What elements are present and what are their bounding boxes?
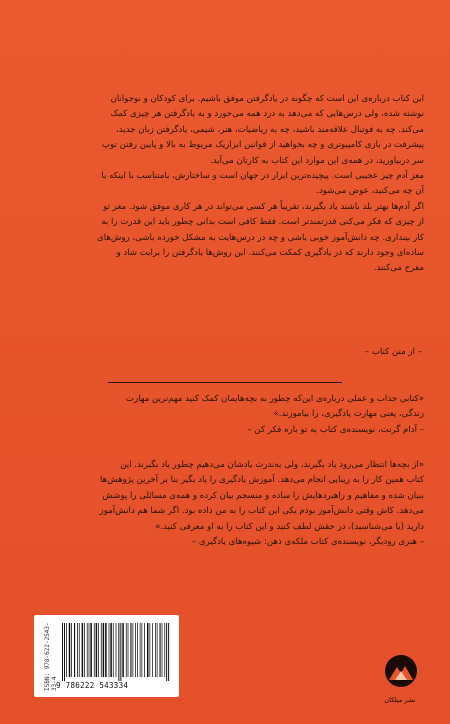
barcode-bar xyxy=(164,623,165,677)
endorsement-line: می‌دهد. کاش وقتی دانش‌آموز بودم یکی این کتاب را به من داده بود. اگر شما هم دانش‌آموز xyxy=(99,506,424,517)
endorsement-line: «از بچه‌ها انتظار می‌رود یاد بگیرند، ولی به‌ندرت یادشان می‌دهیم چطور یاد بگیرند. این xyxy=(120,460,424,470)
barcode-bar xyxy=(142,623,143,677)
excerpt-line: می‌کند. چه به فوتبال علاقه‌مند باشید، چه به ریاضیات، هنر، شیمی، یادگرفتن زبان جدید، xyxy=(116,124,424,135)
barcode-bar xyxy=(84,623,85,677)
excerpt-line: کار بیندازی. چه دانش‌آموز خوبی باشی و چه در درس‌هایت به مشکل خورده باشی، روش‌های xyxy=(97,232,424,243)
endorsement-attribution: – آدام گرنت، نویسنده‌ی کتاب به تو باره فکر کن – xyxy=(247,424,424,435)
isbn-vertical-text: ISBN: 978-622-2543-33-4 xyxy=(44,622,58,691)
barcode-bar xyxy=(116,623,117,677)
barcode-label xyxy=(34,615,179,697)
excerpt-line: از چیزی که فکر می‌کنی قدرتمندتر است. فقط کافی است بدانی چطور باید این قدرت را به xyxy=(101,217,424,228)
barcode-bar xyxy=(135,623,136,677)
barcode-bar xyxy=(168,623,169,681)
barcode-bar xyxy=(66,623,67,677)
endorsement-grant xyxy=(28,392,424,438)
book-excerpt xyxy=(28,92,424,277)
excerpt-line: آن چه می‌کنید، عوض می‌شود. xyxy=(316,186,424,197)
barcode-bar xyxy=(103,623,105,677)
barcode-bar xyxy=(160,623,161,677)
barcode-bar xyxy=(87,623,88,677)
barcode-bar xyxy=(133,623,134,677)
divider-line xyxy=(108,382,342,383)
excerpt-line: مغز آدم چیز عجیبی است. پیچیده‌ترین ابزار در جهان است و ساختارش، بامتناسب با اینکه با xyxy=(101,171,424,182)
excerpt-line: اگر آدم‌ها بهتر بلد باشند یاد بگیرند، تقریباً هر کسی می‌تواند در هر کاری موفق شود. مغز تو xyxy=(103,201,424,212)
excerpt-line: سر دربیاورید، در همه‌ی این موارد این کتاب به کارتان می‌آید. xyxy=(209,155,424,166)
barcode-bar xyxy=(140,623,141,677)
endorsement-roediger xyxy=(28,458,424,550)
barcode-bar xyxy=(157,623,158,677)
barcode-bar xyxy=(71,623,72,677)
barcode-bar xyxy=(128,623,129,677)
barcode-bar xyxy=(89,623,90,677)
endorsement-line: دارید (یا می‌شناسید)، در حقش لطف کنید و این کتاب را به او معرفی کنید.» xyxy=(155,521,424,532)
barcode-bar xyxy=(62,623,63,681)
barcode-bar xyxy=(155,623,156,677)
publisher-logo-icon xyxy=(384,654,418,696)
barcode-bar xyxy=(109,623,110,677)
endorsement-line: «کتابی جذاب و عملی درباره‌ی این‌که چطور به بچه‌هایمان کمک کنید مهم‌ترین مهارت xyxy=(125,394,424,404)
excerpt-line: نوشته شده، ولی درس‌هایی که می‌دهد به درد همه می‌خورد و به یادگرفتن هر چیزی کمک xyxy=(110,109,424,120)
excerpt-line: این کتاب درباره‌ی این است که چگونه در یادگرفتن موفق باشیم. برای کودکان و نوجوانان xyxy=(110,94,424,104)
barcode-bar xyxy=(118,623,119,681)
barcode-bar xyxy=(105,623,107,677)
excerpt-attribution: – از متن کتاب – xyxy=(364,347,422,357)
barcode-bar xyxy=(162,623,163,677)
barcode-number: 9 786222 543334 xyxy=(56,681,129,690)
barcode-bar xyxy=(110,623,112,677)
barcode-bar xyxy=(122,623,124,677)
barcode-bar xyxy=(152,623,153,677)
excerpt-line: ساده‌ای وجود دارند که در یادگیری کمکت می‌کنند. این روش‌ها یادگرفتن را برایت شاد و xyxy=(116,248,424,259)
barcode-bar xyxy=(90,623,92,677)
barcode-bar xyxy=(77,623,78,677)
barcode-bar xyxy=(137,623,138,677)
publisher-name: نشر میلکان xyxy=(384,696,416,704)
barcode-bar xyxy=(126,623,127,677)
barcode-bar xyxy=(130,623,131,677)
barcode-bar xyxy=(147,623,149,677)
barcode-bar xyxy=(94,623,95,677)
endorsement-line: کتاب همین کار را به زیبایی انجام می‌دهد. آموزش یادگیری را یاد بگیر بنا بر آخرین پژوهش‌ها xyxy=(99,475,424,486)
barcode-bar xyxy=(120,623,121,681)
barcode-bar xyxy=(96,623,98,677)
barcode-bar xyxy=(98,623,99,677)
barcode-bar xyxy=(69,623,71,677)
excerpt-line: مفرح می‌کنند. xyxy=(373,263,424,274)
barcode-bars xyxy=(60,623,172,681)
barcode-bar xyxy=(101,623,102,677)
barcode-bar xyxy=(64,623,65,681)
barcode-bar xyxy=(82,623,84,677)
endorsement-line: بنیان شده و مفاهیم و راهبردهایش را ساده و منسجم بیان کرده و همه‌ی مسائلی را پوشش xyxy=(102,490,424,501)
barcode-bar xyxy=(166,623,167,681)
barcode-bar xyxy=(150,623,151,677)
barcode-bar xyxy=(79,623,80,677)
excerpt-line: پیشرفت در بازی کامپیوتری و چه بخواهید از قوانین ابزاریک مربوط به بالا و پایین رفتن توپ xyxy=(102,140,424,151)
barcode-bar xyxy=(113,623,114,677)
barcode-bar xyxy=(74,623,75,677)
endorsement-attribution: – هنری رودیگر، نویسنده‌ی کتاب ملکه‌ی ذهن: شیوه‌های یادگیری – xyxy=(191,537,424,548)
endorsement-line: زندگی، یعنی مهارت یادگیری، را بیاموزند.» xyxy=(273,409,424,420)
barcode-bar xyxy=(144,623,145,677)
